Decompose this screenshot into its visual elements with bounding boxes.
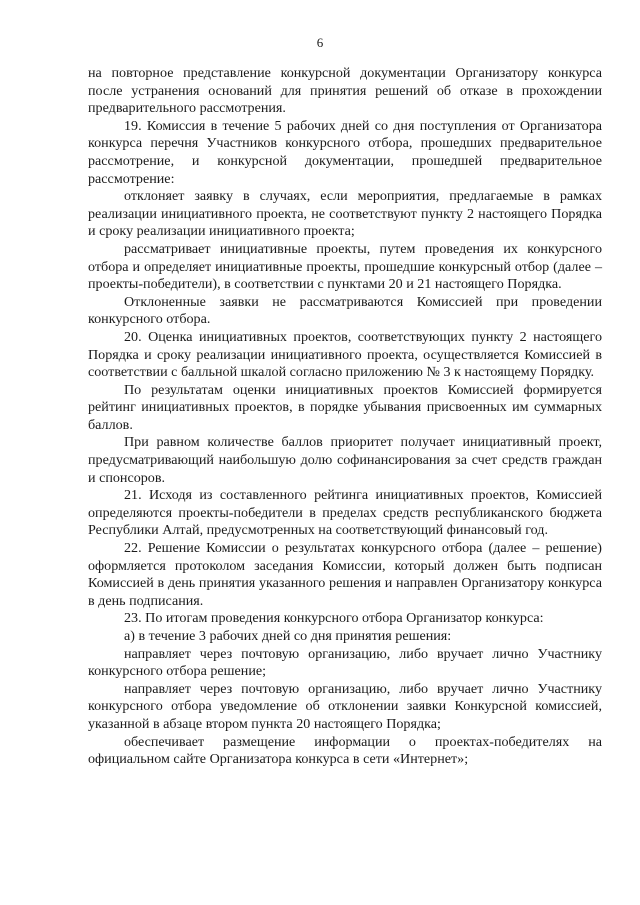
paragraph-9: 21. Исходя из составленного рейтинга инициативных проектов, Комиссией определяются проекты-победители в пределах средств республиканского бюджета Республики Алтай, предусмотренных на соответствующий финансовый год. xyxy=(88,487,602,539)
paragraph-4: рассматривает инициативные проекты, путем проведения их конкурсного отбора и определяет инициативные проекты, прошедшие конкурсный отбор (далее – проекты-победители), в соответствии с пунктами 20 и 21 настоящего Порядка. xyxy=(88,240,602,293)
paragraph-7: По результатам оценки инициативных проектов Комиссией формируется рейтинг инициативных проектов, в порядке убывания присвоенных им суммарных баллов. xyxy=(88,381,602,433)
paragraph-14: направляет через почтовую организацию, либо вручает лично Участнику конкурсного отбора уведомление об отклонении заявки Конкурсной комиссией, указанной в абзаце втором пункта 20 настоящего Порядка; xyxy=(88,680,602,732)
paragraph-11: 23. По итогам проведения конкурсного отбора Организатор конкурса: xyxy=(124,610,544,627)
paragraph-12: а) в течение 3 рабочих дней со дня принятия решения: xyxy=(124,628,452,644)
paragraph-15: обеспечивает размещение информации о проектах-победителях на официальном сайте Организатора конкурса в сети «Интернет»; xyxy=(88,733,602,768)
paragraph-8: При равном количестве баллов приоритет получает инициативный проект, предусматривающий наибольшую долю софинансирования за счет средств граждан и спонсоров. xyxy=(88,434,602,486)
paragraph-13: направляет через почтовую организацию, либо вручает лично Участнику конкурсного отбора решение; xyxy=(88,645,602,680)
paragraph-10: 22. Решение Комиссии о результатах конкурсного отбора (далее – решение) оформляется протоколом заседания Комиссии, который должен быть подписан Комиссией в день принятия указанного решения и направлен Организатору конкурса в день подписания. xyxy=(88,540,602,609)
paragraph-1: на повторное представление конкурсной документации Организатору конкурса после устранения оснований для принятия решений об отказе в прохождении предварительного рассмотрения. xyxy=(88,65,602,117)
paragraph-3: отклоняет заявку в случаях, если мероприятия, предлагаемые в рамках реализации инициативного проекта, не соответствуют пункту 2 настоящего Порядка и сроку реализации инициативного проекта; xyxy=(88,188,602,240)
paragraph-6: 20. Оценка инициативных проектов, соответствующих пункту 2 настоящего Порядка и сроку реализации инициативного проекта, осуществляется Комиссией в соответствии с балльной шкалой согласно приложению № 3 к настоящему Порядку. xyxy=(88,328,602,381)
document-body xyxy=(88,65,602,769)
paragraph-5: Отклоненные заявки не рассматриваются Комиссией при проведении конкурсного отбора. xyxy=(88,293,602,328)
page-number: 6 xyxy=(316,35,324,50)
paragraph-2: 19. Комиссия в течение 5 рабочих дней со дня поступления от Организатора конкурса перечня Участников конкурсного отбора, прошедших предварительное рассмотрение, и конкурсной документации, прошедшей предварительное рассмотрение: xyxy=(88,117,602,187)
